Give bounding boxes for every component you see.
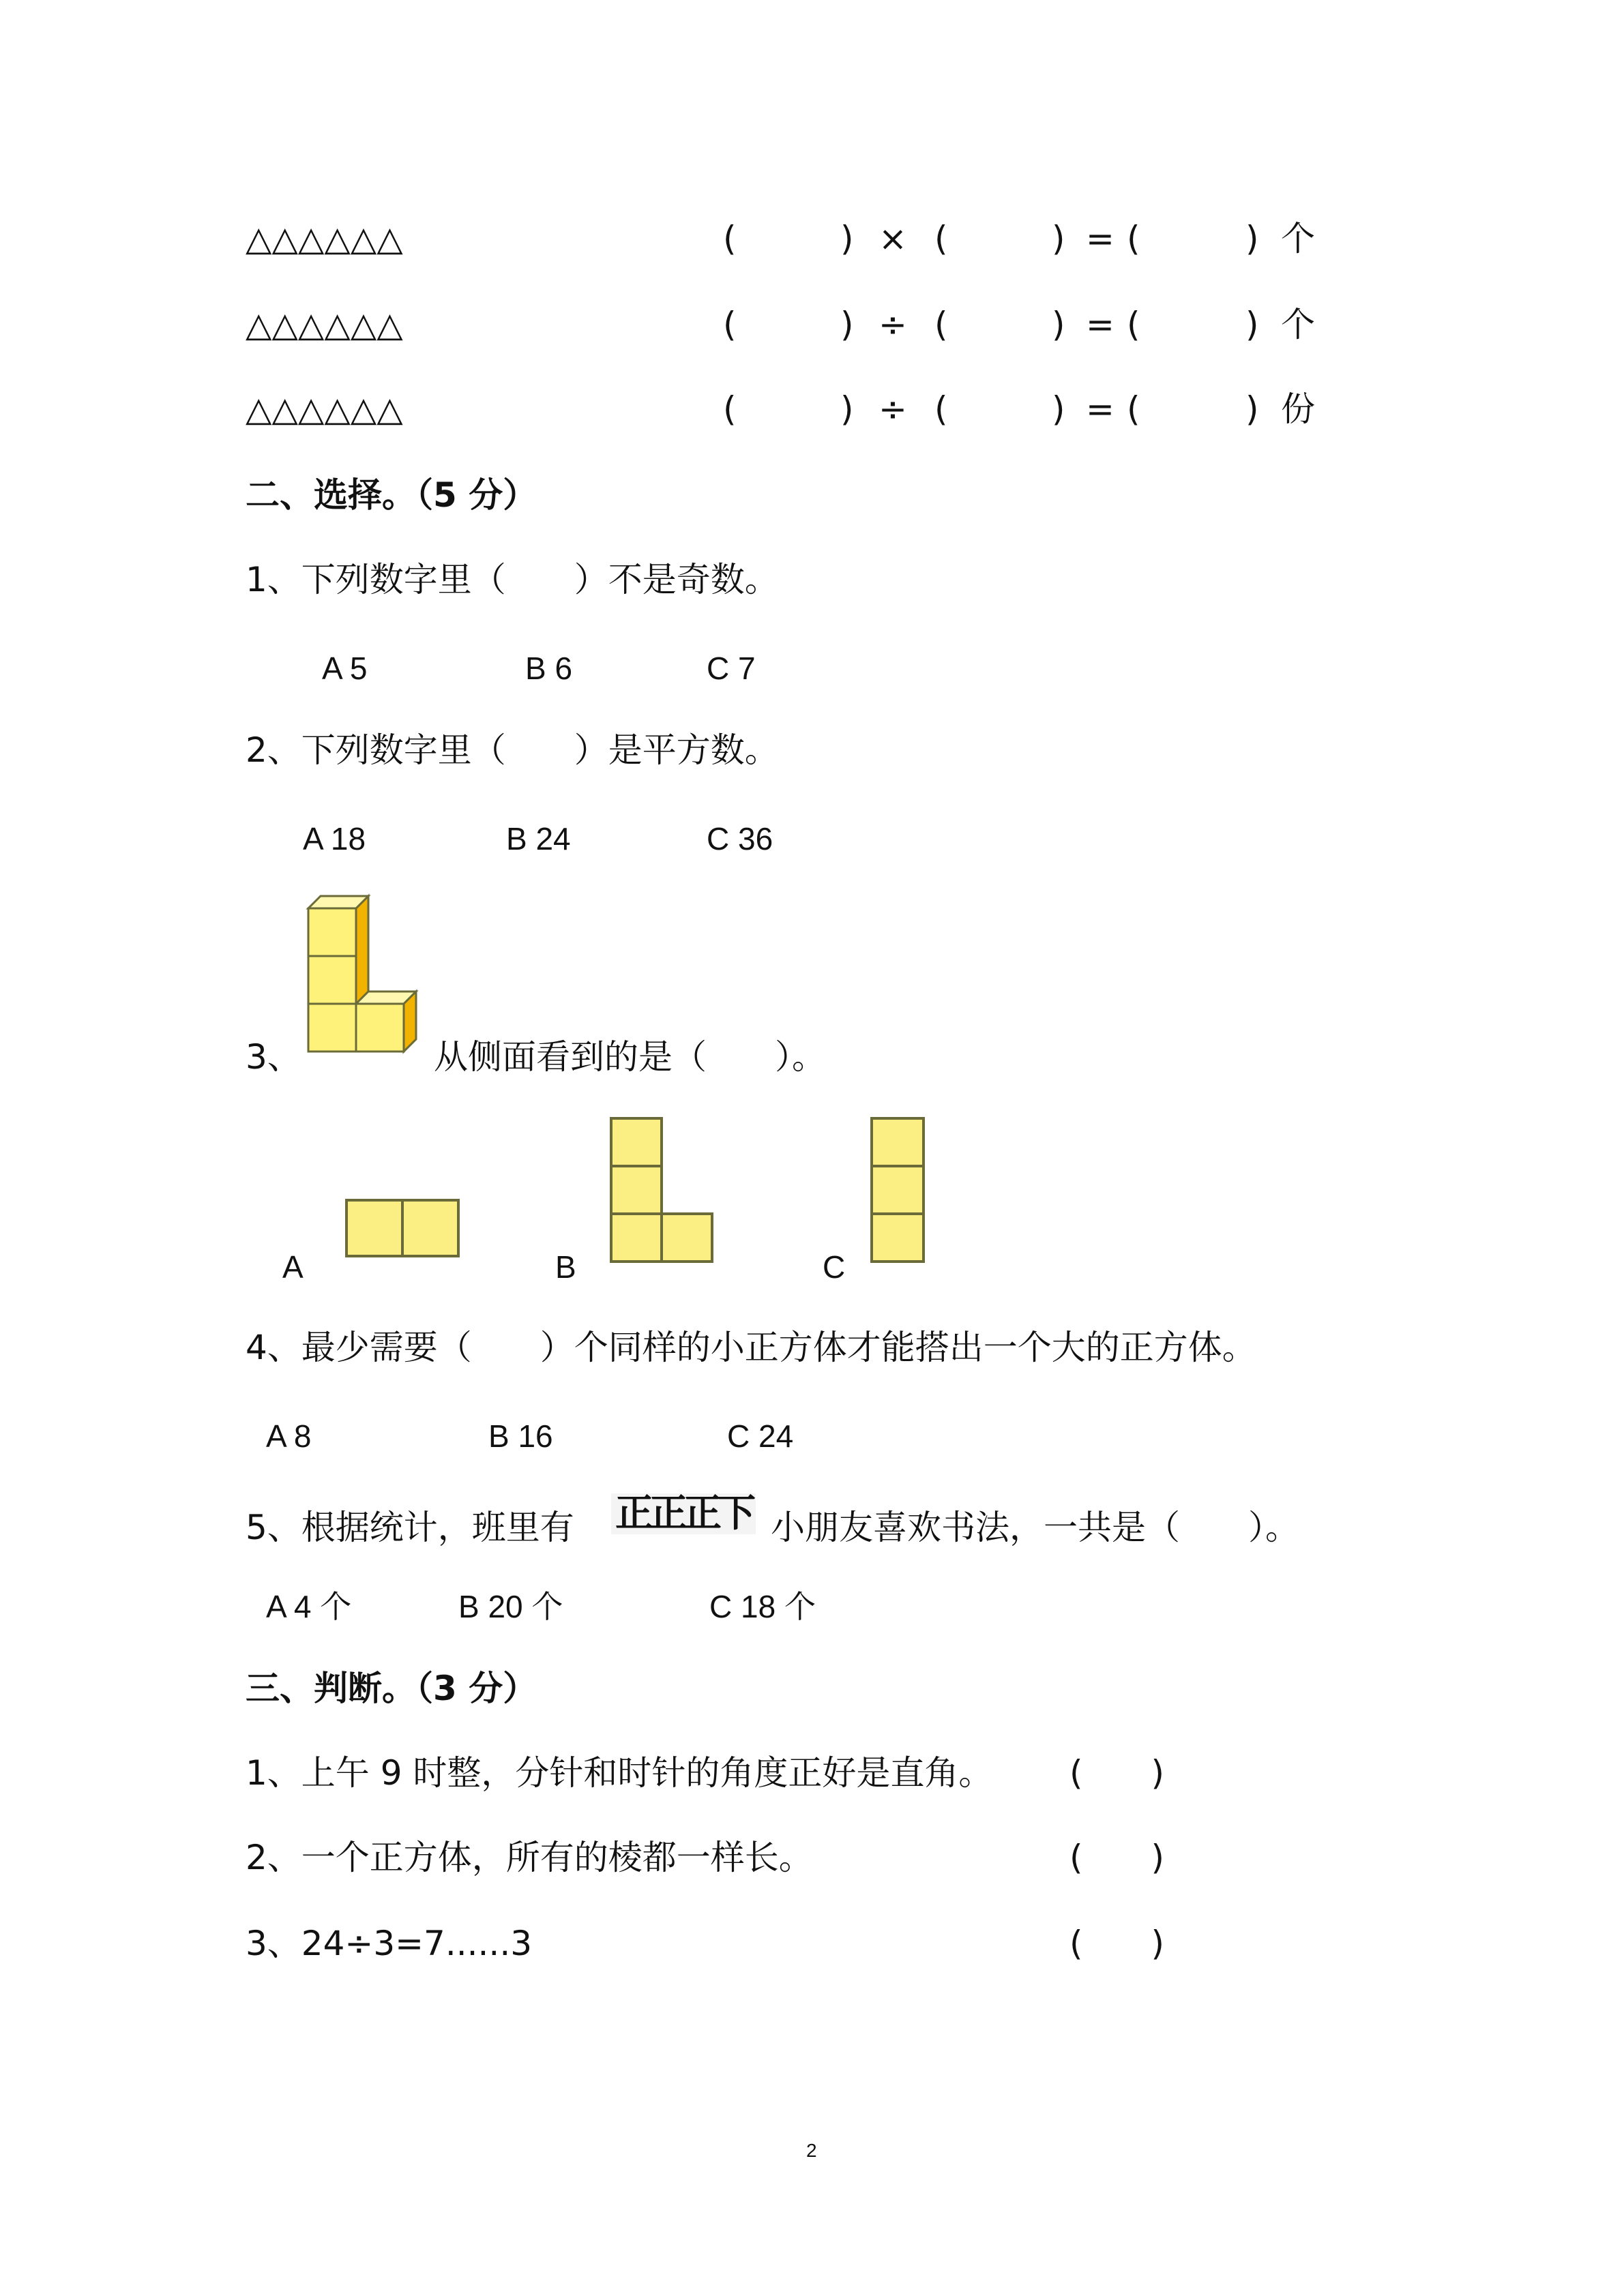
- view-a-two-squares: [345, 1199, 461, 1260]
- judge-item-1: 1、上午 9 时整，分针和时针的角度正好是直角。: [246, 1753, 993, 1793]
- blank-close: ): [1245, 219, 1259, 258]
- blank-open: (: [934, 305, 948, 344]
- blank-open: (: [723, 219, 737, 258]
- question-5-prefix: 5、根据统计，班里有: [246, 1508, 574, 1547]
- option-b: B 24: [506, 821, 571, 856]
- section-heading-judge: 三、判断。（3 分）: [246, 1669, 537, 1708]
- equals: =: [1086, 305, 1114, 344]
- blank-open: (: [723, 305, 737, 344]
- judge-answer-paren: ( ): [1069, 1753, 1165, 1793]
- option-c: C: [823, 1249, 846, 1285]
- blank-close: ): [840, 219, 854, 258]
- triangle-group: △△△△△△: [246, 305, 403, 344]
- blank-close: ): [1052, 305, 1065, 344]
- option-c: C 18 个: [709, 1589, 816, 1624]
- unit: 个: [1281, 219, 1315, 258]
- unit: 个: [1281, 305, 1315, 344]
- operator: ×: [879, 219, 907, 258]
- operator: ÷: [879, 305, 907, 344]
- question-1: 1、下列数字里（ ）不是奇数。: [246, 560, 779, 599]
- judge-answer-paren: ( ): [1069, 1924, 1165, 1963]
- equals: =: [1086, 219, 1114, 258]
- judge-item-2: 2、一个正方体，所有的棱都一样长。: [246, 1838, 813, 1877]
- blank-close: ): [840, 305, 854, 344]
- judge-item-3: 3、24÷3=7......3: [246, 1924, 533, 1963]
- blank-open: (: [1127, 389, 1140, 429]
- blank-open: (: [1127, 305, 1140, 344]
- blank-close: ): [1245, 389, 1259, 429]
- question-3: 从侧面看到的是（ ）。: [434, 1037, 826, 1077]
- option-a: A 8: [266, 1418, 312, 1454]
- blank-close: ): [1052, 219, 1065, 258]
- option-c: C 36: [707, 821, 773, 856]
- unit: 份: [1281, 389, 1315, 429]
- question-2: 2、下列数字里（ ）是平方数。: [246, 730, 779, 770]
- equals: =: [1086, 389, 1114, 429]
- view-b-l-shape: [610, 1117, 719, 1267]
- page-number: 2: [806, 2140, 817, 2161]
- view-c-column: [870, 1117, 926, 1267]
- l-shaped-cube-stack: [307, 895, 430, 1065]
- option-b: B 20 个: [458, 1589, 563, 1624]
- option-a: A 4 个: [266, 1589, 352, 1624]
- question-3-number: 3、: [246, 1037, 301, 1077]
- judge-answer-paren: ( ): [1069, 1838, 1165, 1877]
- blank-open: (: [934, 389, 948, 429]
- triangle-group: △△△△△△: [246, 389, 403, 429]
- question-5-suffix: 小朋友喜欢书法，一共是（ ）。: [771, 1508, 1299, 1547]
- triangle-group: △△△△△△: [246, 219, 403, 258]
- blank-close: ): [840, 389, 854, 429]
- option-a: A 5: [322, 651, 368, 686]
- option-a: A 18: [303, 821, 366, 856]
- blank-close: ): [1052, 389, 1065, 429]
- blank-open: (: [1127, 219, 1140, 258]
- option-a: A: [282, 1249, 304, 1285]
- operator: ÷: [879, 389, 907, 429]
- option-c: C 7: [707, 651, 756, 686]
- option-b: B 16: [488, 1418, 553, 1454]
- option-c: C 24: [727, 1418, 794, 1454]
- section-heading-choice: 二、选择。（5 分）: [246, 475, 537, 515]
- blank-open: (: [934, 219, 948, 258]
- question-4: 4、最少需要（ ）个同样的小正方体才能搭出一个大的正方体。: [246, 1328, 1256, 1367]
- blank-close: ): [1245, 305, 1259, 344]
- tally-marks: 正正正下: [611, 1493, 756, 1534]
- option-b: B: [555, 1249, 576, 1285]
- blank-open: (: [723, 389, 737, 429]
- option-b: B 6: [525, 651, 573, 686]
